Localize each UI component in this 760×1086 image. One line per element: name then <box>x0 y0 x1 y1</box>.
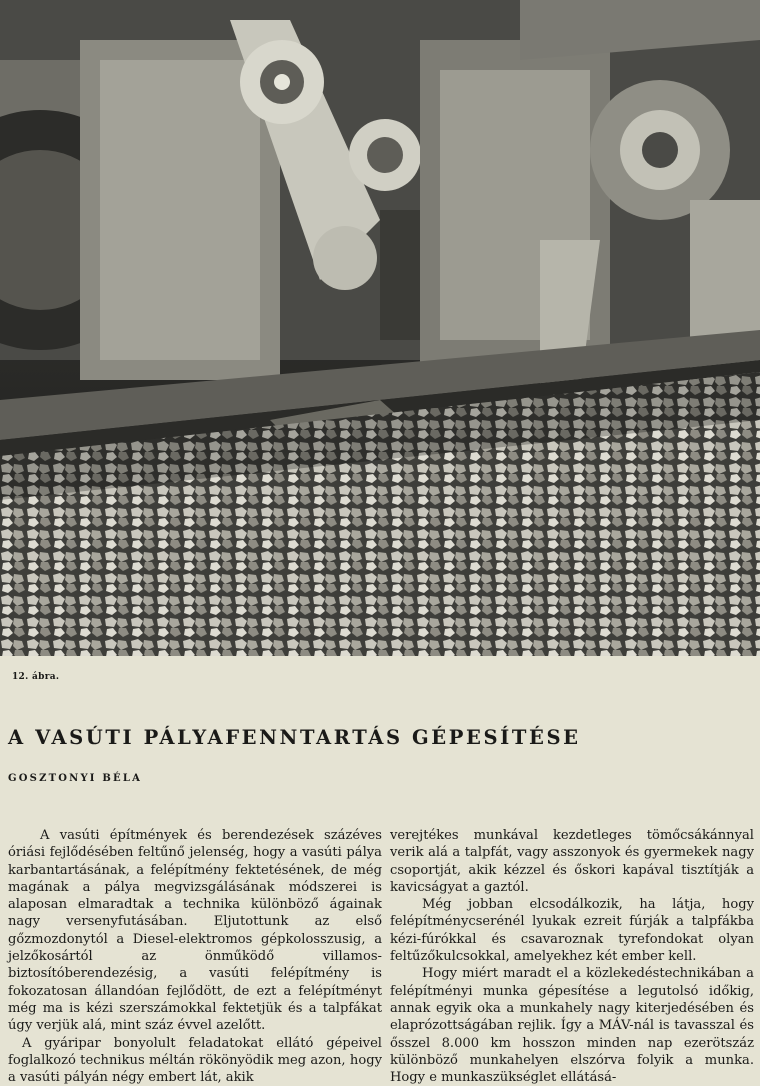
figure-caption: 12. ábra. <box>12 672 60 682</box>
paragraph: verejtékes munkával kezdetleges tömőcsákánnyal verik alá a talpfát, vagy asszonyok és gyermekek nagy csoportját, akik kézzel és őskori kapával tisztítják a kavicságyat a gaztól. <box>390 828 754 895</box>
paragraph: A vasúti építmények és berendezések százéves óriási fejlődésében feltűnő jelenség, hogy a vasúti pálya karbantartásának, a felépítmény fektetésének, de még magának a pálya megvizsgálásának módszerei is alaposan elmaradtak a technika különböző ágainak nagy versenyfutásában. Eljutottunk az első gőzmozdonytól a Diesel-elektromos gépkolosszusig, a jelzőkosártól az önműködő villamos-biztosítóberendezésig, a vasúti felépítmény is fokozatosan állandóan fejlődött, de ezt a felépítményt még ma is kézi szerszámokkal fektetjük és a talpfákat úgy verjük alá, mint száz évvel azelőtt. <box>8 828 382 1034</box>
paragraph: Hogy miért maradt el a közlekedéstechnikában a felépítményi munka gépesítése a legutolsó időkig, annak egyik oka a munkahely nagy kiterjedésében és elaprózottságában rejlik. Így a MÁV-nál is tavasszal és ősszel 8.000 km hosszon minden nap ezerötszáz különböző munkahelyen elszórva folyik a munka. Hogy e munkaszükséglet ellátásá- <box>390 966 754 1086</box>
paragraph: Még jobban elcsodálkozik, ha látja, hogy felépítménycserénél lyukak ezreit fúrják a talpfákba kézi-fúrókkal és csavaroznak tyrefondokat olyan feltűzőkulcsokkal, amelyekhez két ember kell. <box>390 897 754 965</box>
article-author: GOSZTONYI BÉLA <box>8 773 143 784</box>
article-title: A VASÚTI PÁLYAFENNTARTÁS GÉPESÍTÉSE <box>8 726 581 749</box>
paragraph: A gyáripar bonyolult feladatokat ellátó gépeivel foglalkozó technikus méltán rökönyödik meg azon, hogy a vasúti pályán négy embert lát, akik <box>8 1035 382 1086</box>
left-column <box>8 827 382 1086</box>
right-column <box>390 827 754 1086</box>
